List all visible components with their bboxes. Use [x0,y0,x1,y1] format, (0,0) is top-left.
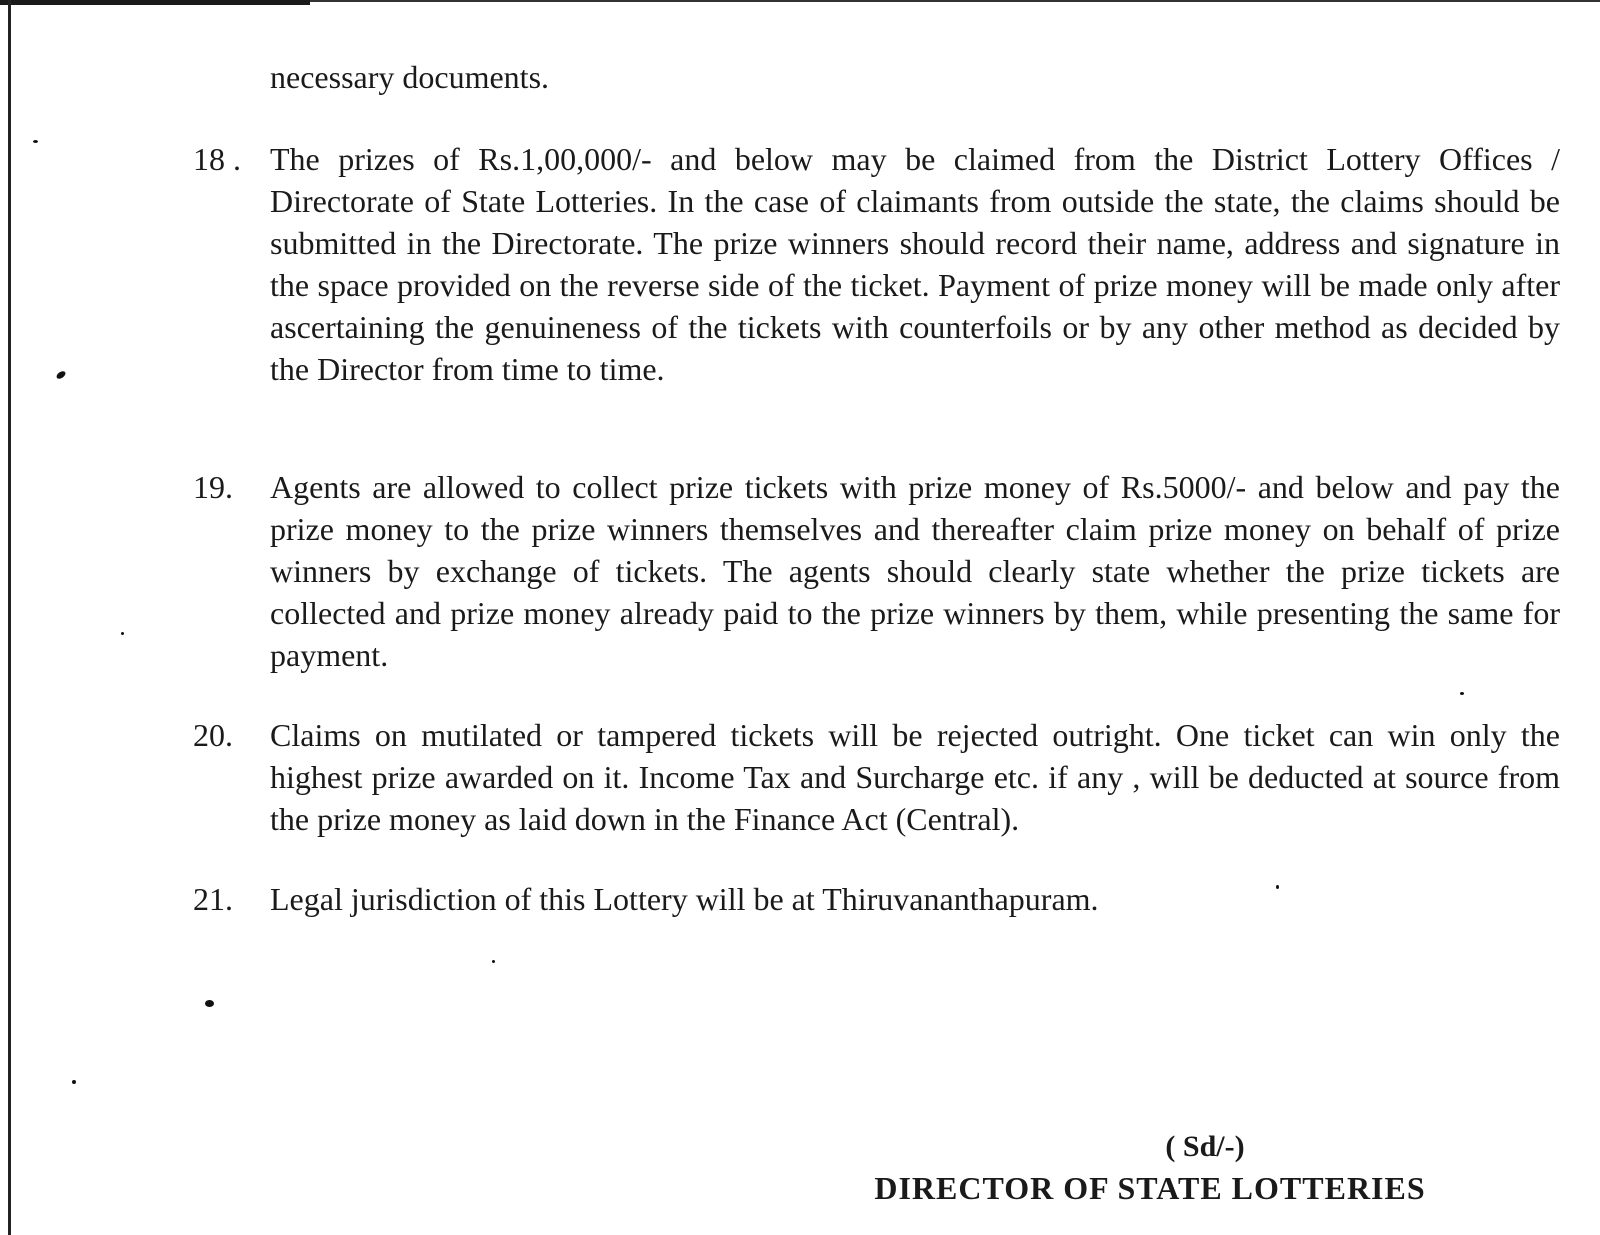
scan-speck [55,370,67,381]
clause-19 [193,466,1560,676]
clause-number: 21. [193,881,233,917]
clause-text: Agents are allowed to collect prize tickets with prize money of Rs.5000/- and below and pay the prize money to the prize winners themselves and thereafter claim prize money on behalf of prize winners by exchange of tickets. The agents should clearly state whether the prize tickets are collected and prize money already paid to the prize winners by them, while presenting the same for payment. [270,469,1560,673]
scan-speck [492,960,495,963]
clause-text: Legal jurisdiction of this Lottery will be at Thiruvananthapuram. [270,881,1099,917]
signed-mark: ( Sd/-) [1165,1130,1245,1163]
scan-edge-top [0,0,310,5]
scan-speck [205,1000,214,1007]
continuation-text: necessary documents. [270,59,550,95]
scan-speck [1460,692,1464,695]
clause-text: Claims on mutilated or tampered tickets will be rejected outright. One ticket can win only the highest prize awarded on it. Income Tax and Surcharge etc. if any , will be deducted at source from the prize money as laid down in the Finance Act (Central). [270,717,1560,837]
scan-edge-left [8,0,11,1235]
clause-number: 18 . [193,141,241,177]
clause-text: The prizes of Rs.1,00,000/- and below may be claimed from the District Lottery Offices / Directorate of State Lotteries. In the case of claimants from outside the state, the claims should be submitted in the Directorate. The prize winners should record their name, address and signature in the space provided on the reverse side of the ticket. Payment of prize money will be made only after ascertaining the genuineness of the tickets with counterfoils or by any other method as decided by the Director from time to time. [270,141,1560,387]
signature-block [820,1127,1480,1209]
clause-18 [193,138,1560,390]
scan-speck [121,632,124,635]
clause-number: 20. [193,717,233,753]
signatory-title: DIRECTOR OF STATE LOTTERIES [874,1170,1426,1206]
clause-20 [193,714,1560,840]
scan-speck [72,1080,76,1084]
clause-number: 19. [193,469,233,505]
scan-edge-rule [310,0,1600,2]
clause-21 [193,878,1560,920]
scan-speck [33,140,38,143]
